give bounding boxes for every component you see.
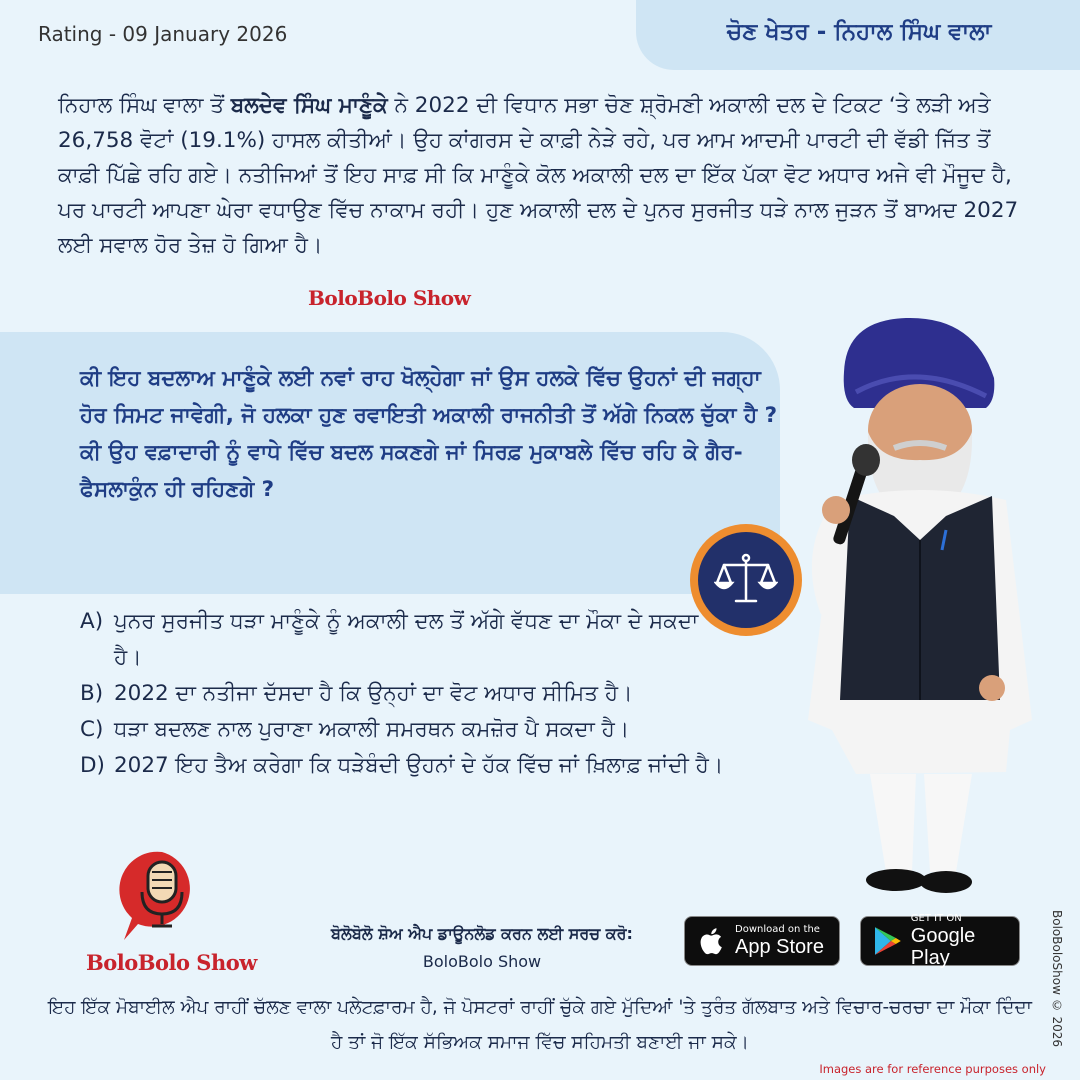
copyright-notice: BoloBoloShow © 2026 xyxy=(1050,910,1064,1048)
app-store-label: App Store xyxy=(735,936,824,958)
apple-icon xyxy=(695,924,729,958)
scale-of-justice-icon xyxy=(714,553,778,607)
app-name: BoloBolo Show xyxy=(422,952,542,971)
intro-paragraph xyxy=(58,88,1038,263)
option-letter: C) xyxy=(80,717,104,742)
google-play-icon xyxy=(873,925,903,957)
app-search-prompt xyxy=(294,920,670,976)
app-store-button[interactable] xyxy=(684,916,840,966)
option-letter: A) xyxy=(80,609,104,634)
candidate-name: ਬਲਦੇਵ ਸਿੰਘ ਮਾਣੂੰਕੇ xyxy=(230,93,388,118)
option-letter: D) xyxy=(80,753,105,778)
google-play-label: Google Play xyxy=(910,925,976,969)
option-text: 2022 ਦਾ ਨਤੀਜਾ ਦੱਸਦਾ ਹੈ ਕਿ ਉਨ੍ਹਾਂ ਦਾ ਵੋਟ ਅਧਾਰ ਸੀਮਿਤ ਹੈ। xyxy=(114,681,633,706)
search-instruction: ਬੋਲੋਬੋਲੋ ਸ਼ੋਅ ਐਪ ਡਾਊਨਲੋਡ ਕਰਨ ਲਈ ਸਰਚ ਕਰੋ: xyxy=(331,924,633,943)
option-letter: B) xyxy=(80,681,104,706)
intro-text-start: ਨਿਹਾਲ ਸਿੰਘ ਵਾਲਾ ਤੋਂ xyxy=(58,93,231,118)
constituency-tag xyxy=(636,0,1080,70)
post-date: Rating - 09 January 2026 xyxy=(38,22,288,46)
google-play-button[interactable] xyxy=(860,913,1020,969)
question-text: ਕੀ ਇਹ ਬਦਲਾਅ ਮਾਣੂੰਕੇ ਲਈ ਨਵਾਂ ਰਾਹ ਖੋਲ੍ਹੇਗਾ ਜਾਂ ਉਸ ਹਲਕੇ ਵਿੱਚ ਉਹਨਾਂ ਦੀ ਜਗ੍ਹਾ ਹੋਰ ਸਿਮਟ ਜਾਵੇਗੀ, ਜੋ ਹਲਕਾ ਹੁਣ ਰਵਾਇਤੀ ਅਕਾਲੀ ਰਾਜਨੀਤੀ ਤੋਂ ਅੱਗੇ ਨਿਕਲ ਚੁੱਕਾ ਹੈ ? ਕੀ ਉਹ ਵਫ਼ਾਦਾਰੀ ਨੂੰ ਵਾਧੇ ਵਿੱਚ ਬਦਲ ਸਕਣਗੇ ਜਾਂ ਸਿਰਫ਼ ਮੁਕਾਬਲੇ ਵਿੱਚ ਰਹਿ ਕੇ ਗੈਰ-ਫੈਸਲਾਕੁੰਨ ਹੀ ਰਹਿਣਗੇ ? xyxy=(80,366,778,502)
google-play-caption: GET IT ON xyxy=(910,913,962,924)
option-text: ਧੜਾ ਬਦਲਣ ਨਾਲ ਪੁਰਾਣਾ ਅਕਾਲੀ ਸਮਰਥਨ ਕਮਜ਼ੋਰ ਪੈ ਸਕਦਾ ਹੈ। xyxy=(114,717,630,742)
option-text: 2027 ਇਹ ਤੈਅ ਕਰੇਗਾ ਕਿ ਧੜੇਬੰਦੀ ਉਹਨਾਂ ਦੇ ਹੱਕ ਵਿੱਚ ਜਾਂ ਖ਼ਿਲਾਫ਼ ਜਾਂਦੀ ਹੈ। xyxy=(114,753,724,778)
option-c[interactable] xyxy=(80,712,800,748)
option-b[interactable] xyxy=(80,676,800,712)
answer-options xyxy=(80,604,800,784)
option-d[interactable] xyxy=(80,748,800,784)
candidate-illustration xyxy=(796,300,1036,910)
image-disclaimer: Images are for reference purposes only xyxy=(819,1062,1046,1076)
option-text: ਪੁਨਰ ਸੁਰਜੀਤ ਧੜਾ ਮਾਣੂੰਕੇ ਨੂੰ ਅਕਾਲੀ ਦਲ ਤੋਂ ਅੱਗੇ ਵੱਧਣ ਦਾ ਮੌਕਾ ਦੇ ਸਕਦਾ ਹੈ। xyxy=(114,609,699,670)
platform-tagline: ਇਹ ਇੱਕ ਮੋਬਾਈਲ ਐਪ ਰਾਹੀਂ ਚੱਲਣ ਵਾਲਾ ਪਲੇਟਫ਼ਾਰਮ ਹੈ, ਜੋ ਪੋਸਟਰਾਂ ਰਾਹੀਂ ਚੁੱਕੇ ਗਏ ਮੁੱਦਿਆਂ 'ਤੇ ਤੁਰੰਤ ਗੱਲਬਾਤ ਅਤੇ ਵਿਚਾਰ-ਚਰਚਾ ਦਾ ਮੌਕਾ ਦਿੰਦਾ ਹੈ ਤਾਂ ਜੋ ਇੱਕ ਸੱਭਿਅਕ ਸਮਾਜ ਵਿੱਚ ਸਹਿਮਤੀ ਬਣਾਈ ਜਾ ਸਕੇ। xyxy=(48,997,1032,1053)
scale-badge xyxy=(690,524,802,636)
brand-wordmark: BoloBolo Show xyxy=(308,286,471,310)
option-a[interactable] xyxy=(80,604,800,676)
brand-wordmark-footer: BoloBolo Show xyxy=(86,950,257,975)
app-store-caption: Download on the xyxy=(735,924,820,935)
intro-text-rest: ਨੇ 2022 ਦੀ ਵਿਧਾਨ ਸਭਾ ਚੋਣ ਸ਼੍ਰੋਮਣੀ ਅਕਾਲੀ ਦਲ ਦੇ ਟਿਕਟ ‘ਤੇ ਲੜੀ ਅਤੇ 26,758 ਵੋਟਾਂ (19.1%) ਹਾਸਲ ਕੀਤੀਆਂ। ਉਹ ਕਾਂਗਰਸ ਦੇ ਕਾਫ਼ੀ ਨੇੜੇ ਰਹੇ, ਪਰ ਆਮ ਆਦਮੀ ਪਾਰਟੀ ਦੀ ਵੱਡੀ ਜਿੱਤ ਤੋਂ ਕਾਫ਼ੀ ਪਿੱਛੇ ਰਹਿ ਗਏ। ਨਤੀਜਿਆਂ ਤੋਂ ਇਹ ਸਾਫ਼ ਸੀ ਕਿ ਮਾਣੂੰਕੇ ਕੋਲ ਅਕਾਲੀ ਦਲ ਦਾ ਇੱਕ ਪੱਕਾ ਵੋਟ ਅਧਾਰ ਅਜੇ ਵੀ ਮੌਜੂਦ ਹੈ, ਪਰ ਪਾਰਟੀ ਆਪਣਾ ਘੇਰਾ ਵਧਾਉਣ ਵਿੱਚ ਨਾਕਾਮ ਰਹੀ। ਹੁਣ ਅਕਾਲੀ ਦਲ ਦੇ ਪੁਨਰ ਸੁਰਜੀਤ ਧੜੇ ਨਾਲ ਜੁੜਨ ਤੋਂ ਬਾਅਦ 2027 ਲਈ ਸਵਾਲ ਹੋਰ ਤੇਜ਼ ਹੋ ਗਿਆ ਹੈ। xyxy=(58,93,1019,258)
constituency-label: ਚੋਣ ਖੇਤਰ - ਨਿਹਾਲ ਸਿੰਘ ਵਾਲਾ xyxy=(726,19,992,45)
microphone-logo-icon xyxy=(118,848,206,944)
